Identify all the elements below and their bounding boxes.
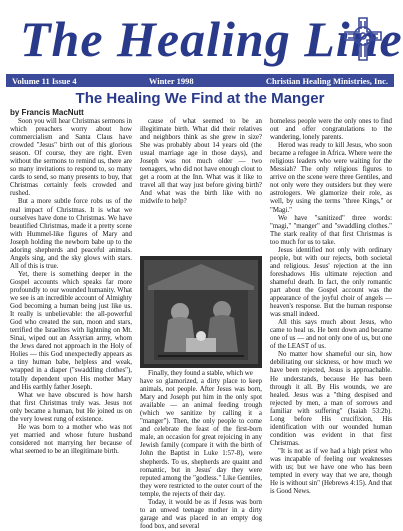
issue-date: Winter 1998 <box>148 75 194 86</box>
paragraph: He was born to a mother who was not yet married and whose future husband considered not marrying her because of what seemed to be an illegitimate birth. <box>10 423 132 455</box>
paragraph: "It is not as if we had a high priest who was incapable of feeling our weaknesses with us; but we have one who has been tempted in every way that we are, though He is without sin" (Hebrews 4:15). And that is Good News. <box>270 447 392 496</box>
paragraph: cause of what seemed to be an illegitimate birth. What did their relatives and neighbors think as she grew in size? She was probably about 14 years old (the usual marriage age in those days), and Joseph was not much older — two teenagers, who did not have enough clout to get a room at the Inn. What was it like to travel all that way just before giving birth? And what was the birth like with no midwife to help? <box>140 118 262 206</box>
paragraph: All this says much about Jesus, who came to heal us. He bent down and became one of us — and not only one of us, but one of the LEAST of us. <box>270 319 392 351</box>
paragraph: But a more subtle force robs us of the real impact of Christmas. It is what we ourselves have done to Christmas. We have beautified Christmas, made it a pretty scene with Hummel-like figures of Mary and Joseph holding the newborn babe up to the adoring shepherds and peaceful animals. Angels sing, and the sky glows with stars. All of this is true. <box>10 198 132 270</box>
celtic-cross-icon <box>342 16 384 62</box>
paragraph: Yet, there is something deeper in the Gospel accounts which speaks far more profoundly to our wounded humanity. What we see is an incredible account of Almighty God becoming a human being just like us. It really is unbelievable: the all-powerful God who created the sun, moon and stars, terrified the Israelites with lightning on Mt. Sinai, wiped out an Assyrian army, whom the Jews dared not approach in the Holy of Holies — this God unexpectedly appears as a tiny human babe, helpless and weak, wrapped in a diaper ("swaddling clothes"), totally dependent upon His mother Mary and His earthly father Joseph. <box>10 270 132 391</box>
paragraph: Herod was ready to kill Jesus, who soon became a refugee in Africa. Where were the religious leaders who were waiting for the Messiah? The only religious figures to arrive on the scene were three Gentiles, and not only were they outsiders but they were astrologers. We glamorize their role, as well, by using the terms "three Kings," or "Magi." <box>270 142 392 214</box>
manger-photo <box>140 256 262 368</box>
article-headline: The Healing We Find at the Manger <box>75 90 325 107</box>
photo-caption: Finally, they found a stable, which we <box>148 370 253 377</box>
article-column-3 <box>270 118 392 510</box>
paragraph: have so glamorized, a dirty place to keep animals, not people. After Jesus was born, Mary and Joseph put him in the only spot available — an animal feeding trough (which we sanitize by calling it a "manger"). Then, the only people to come and celebrate the feast of the first-born male, an occasion for great rejoicing in any Jewish family (compare it with the birth of John the Baptist in Luke 1:57-8), were shepherds. To us, shepherds are quaint and romantic, but in Jesus' day they were reputed among the "godless." Like Gentiles, they were restricted to the outer court of the temple, the rejects of their day. <box>140 378 262 498</box>
article-column-1 <box>10 118 132 510</box>
paragraph: Soon you will hear Christmas sermons in which preachers worry about how commercialism and Santa Claus have crowded "Jesus" birth out of this glorious season. Of course, they are right. Even without the sermons to remind us, there are so many invitations to respond to, so many cards to send, so many presents to buy, that Christmas certainly feels crowded and rushed. <box>10 118 132 198</box>
article-byline: by Francis MacNutt <box>10 108 84 117</box>
paragraph: What we have obscured is how harsh that first Christmas truly was. Jesus not only became a human, but He joined us on the very lowest rung of existence. <box>10 391 132 423</box>
issue-volume: Volume 11 Issue 4 <box>12 75 77 86</box>
article-column-2 <box>140 118 262 530</box>
issue-info-bar <box>6 74 394 87</box>
paragraph: No matter how shameful our sin, how debilitating our sickness, or how much we have been rejected, Jesus is approachable. He understands, because He has been through it all. By His wounds, we are healed. Jesus was a "thing despised and rejected by men, a man of sorrows and familiar with suffering" (Isaiah 53:2b). Long before His crucifixion, His identification with our wounded human condition was evident in that first Christmas. <box>270 351 392 447</box>
paragraph: Today, it would be as if Jesus was born to an unwed teenage mother in a dirty garage and was placed in an empty dog food box, and several <box>140 498 262 530</box>
paragraph: Jesus identified not only with ordinary people, but with our rejects, both societal and religious. Jesus' rejection at the inn foreshadows His ultimate rejection and shameful death. In fact, the only romantic part about the Gospel account was the appearance of the joyful choir of angels — heaven's response. But the human response was small indeed. <box>270 246 392 319</box>
publisher-name: Christian Healing Ministries, Inc. <box>265 75 388 86</box>
paragraph: homeless people were the only ones to find out and offer congratulations to the wandering, lonely parents. <box>270 118 392 142</box>
masthead <box>6 6 403 76</box>
newsletter-title: The Healing Line <box>20 11 403 67</box>
paragraph: We have "sanitized" three words: "magi," "manger" and "swaddling clothes." The stark reality of that first Christmas is too much for us to take. <box>270 214 392 246</box>
